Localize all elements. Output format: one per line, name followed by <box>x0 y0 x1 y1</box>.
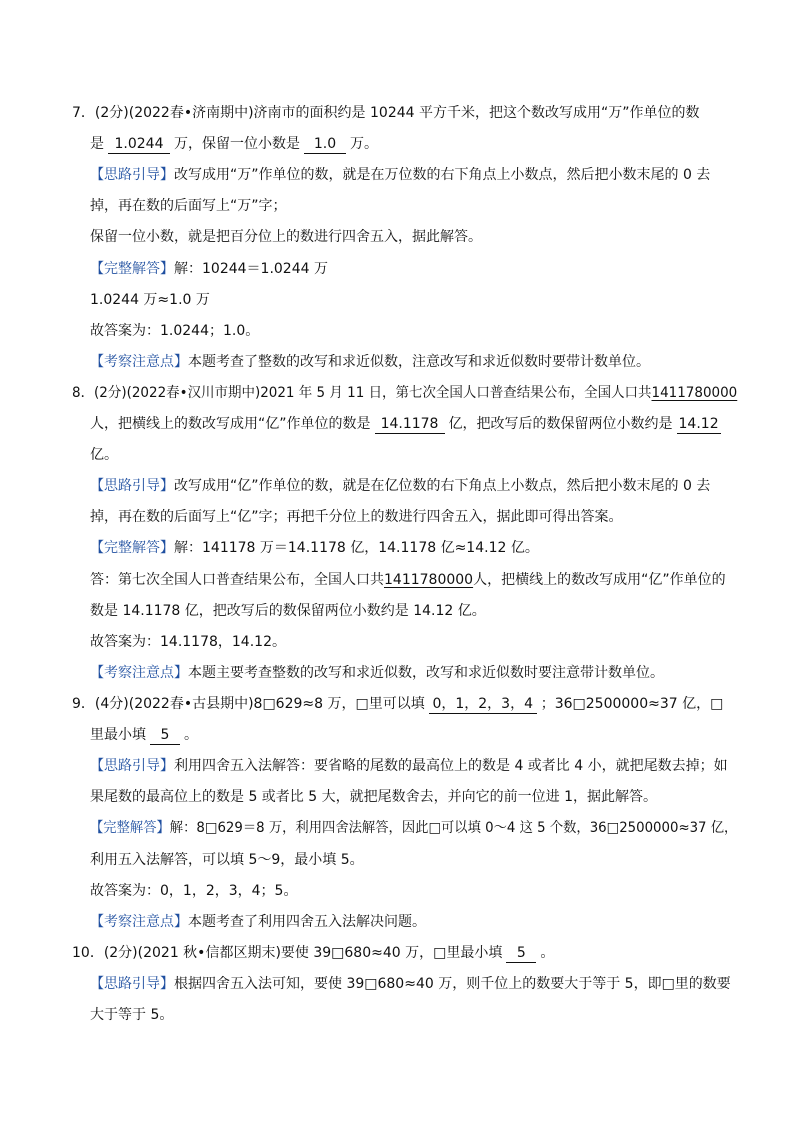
q7-answer: 故答案为：1.0244；1.0。 <box>90 323 260 339</box>
q7-solution-text-1: 解：10244＝1.0244 万 <box>174 261 328 277</box>
q7-solution-label: 【完整解答】 <box>90 261 174 277</box>
q7-intro: 7．(2分)(2022春•济南期中)济南市的面积约是 10244 平方千米，把这个数改写成用“万”作单位的数 <box>72 105 700 121</box>
q9-solution-2: 利用五入法解答，可以填 5～9，最小填 5。 <box>90 852 364 868</box>
q7-line2-c: 万。 <box>350 136 378 152</box>
q10-hint-1 <box>90 974 731 994</box>
q8-answer-a: 答：第七次全国人口普查结果公布，全国人口共 <box>90 572 384 588</box>
q8-note-label: 【考察注意点】 <box>90 665 188 681</box>
q8-note <box>90 663 664 683</box>
q9-solution-text-1: 解：8□629＝8 万，利用四舍法解答，因此□可以填 0～4 这 5 个数，36□2500000≈37 亿， <box>169 820 738 836</box>
q9-solution-1 <box>90 818 737 838</box>
q7-hint-text-1: 改写成用“万”作单位的数，就是在万位数的右下角点上小数点，然后把小数末尾的 0 去 <box>174 167 711 183</box>
q9-hint-text-1: 利用四舍五入法解答：要省略的尾数的最高位上的数是 4 或者比 4 小，就把尾数去掉；如 <box>174 758 728 774</box>
q8-answer-population: 1411780000 <box>384 572 474 588</box>
q8-line2-b: 亿，把改写后的数保留两位小数约是 <box>448 416 673 432</box>
q9-note <box>90 912 426 932</box>
q8-blank-1: 14.1178 <box>375 416 445 434</box>
q8-hint-label: 【思路引导】 <box>90 478 174 494</box>
q9-hint-2: 果尾数的最高位上的数是 5 或者比 5 大，就把尾数舍去，并向它的前一位进 1，据此解答。 <box>90 789 657 805</box>
q9-blank-1: 0，1，2，3，4 <box>429 696 537 714</box>
q8-answer-line-1 <box>90 570 726 590</box>
q8-intro-a: 8．(2分)(2022春•汉川市期中)2021 年 5 月 11 日，第七次全国人口普查结果公布，全国人口共 <box>72 385 652 401</box>
q7-solution-1 <box>90 259 328 279</box>
q8-hint-2: 掉，再在数的后面写上“亿”字；再把千分位上的数进行四舍五入，据此即可得出答案。 <box>90 509 623 525</box>
q9-line2-b: 。 <box>184 727 198 743</box>
q9-note-text: 本题考查了利用四舍五入法解决问题。 <box>188 914 426 930</box>
q8-intro <box>72 383 737 403</box>
q9-hint-label: 【思路引导】 <box>90 758 174 774</box>
q9-intro <box>72 694 723 714</box>
q8-answer: 故答案为：14.1178，14.12。 <box>90 634 286 650</box>
q9-line2 <box>90 725 198 745</box>
q7-solution-2: 1.0244 万≈1.0 万 <box>90 292 210 308</box>
q7-note-label: 【考察注意点】 <box>90 354 188 370</box>
q7-note <box>90 352 650 372</box>
q9-blank-2: 5 <box>150 727 180 745</box>
q9-intro-a: 9．(4分)(2022春•古县期中)8□629≈8 万，□里可以填 <box>72 696 425 712</box>
q8-line2 <box>90 414 725 434</box>
q8-population: 1411780000 <box>651 385 738 401</box>
q10-intro-b: 。 <box>540 945 555 961</box>
q9-intro-b: ；36□2500000≈37 亿，□ <box>540 696 724 712</box>
q9-solution-label: 【完整解答】 <box>90 820 170 836</box>
q10-intro <box>72 943 554 963</box>
q7-line2-b: 万，保留一位小数是 <box>174 136 300 152</box>
q7-hint-2: 掉，再在数的后面写上“万”字； <box>90 198 287 214</box>
q8-line3: 亿。 <box>90 447 118 463</box>
q8-line2-a: 人，把横线上的数改写成用“亿”作单位的数是 <box>90 416 371 432</box>
q8-answer-line-2: 数是 14.1178 亿，把改写后的数保留两位小数约是 14.12 亿。 <box>90 603 486 619</box>
q9-hint-1 <box>90 756 728 776</box>
q10-blank-1: 5 <box>506 945 536 963</box>
q10-hint-text-1: 根据四舍五入法可知，要使 39□680≈40 万，则千位上的数要大于等于 5，即□里的数要 <box>174 976 731 992</box>
q8-solution-1 <box>90 538 539 558</box>
q10-hint-2: 大于等于 5。 <box>90 1007 174 1023</box>
q9-line2-a: 里最小填 <box>90 727 146 743</box>
q8-solution-label: 【完整解答】 <box>90 540 174 556</box>
q8-answer-b: 人，把横线上的数改写成用“亿”作单位的 <box>473 572 726 588</box>
q8-hint-1 <box>90 476 710 496</box>
q7-hint-3: 保留一位小数，就是把百分位上的数进行四舍五入，据此解答。 <box>90 229 482 245</box>
q7-hint-1 <box>90 165 710 185</box>
q8-hint-text-1: 改写成用“亿”作单位的数，就是在亿位数的右下角点上小数点，然后把小数末尾的 0 去 <box>174 478 711 494</box>
q7-blank-2: 1.0 <box>304 136 346 154</box>
q7-note-text: 本题考查了整数的改写和求近似数，注意改写和求近似数时要带计数单位。 <box>188 354 650 370</box>
q10-intro-a: 10．(2分)(2021 秋•信都区期末)要使 39□680≈40 万，□里最小填 <box>72 945 503 961</box>
q8-solution-text-1: 解：141178 万＝14.1178 亿，14.1178 亿≈14.12 亿。 <box>174 540 539 556</box>
q9-answer: 故答案为：0，1，2，3，4；5。 <box>90 883 298 899</box>
q8-note-text: 本题主要考查整数的改写和求近似数，改写和求近似数时要注意带计数单位。 <box>188 665 664 681</box>
q7-hint-label: 【思路引导】 <box>90 167 174 183</box>
q8-blank-2: 14.12 <box>678 416 719 432</box>
q7-line2 <box>90 134 378 154</box>
q7-line2-a: 是 <box>90 136 104 152</box>
q9-note-label: 【考察注意点】 <box>90 914 188 930</box>
q7-blank-1: 1.0244 <box>108 136 170 154</box>
q10-hint-label: 【思路引导】 <box>90 976 174 992</box>
